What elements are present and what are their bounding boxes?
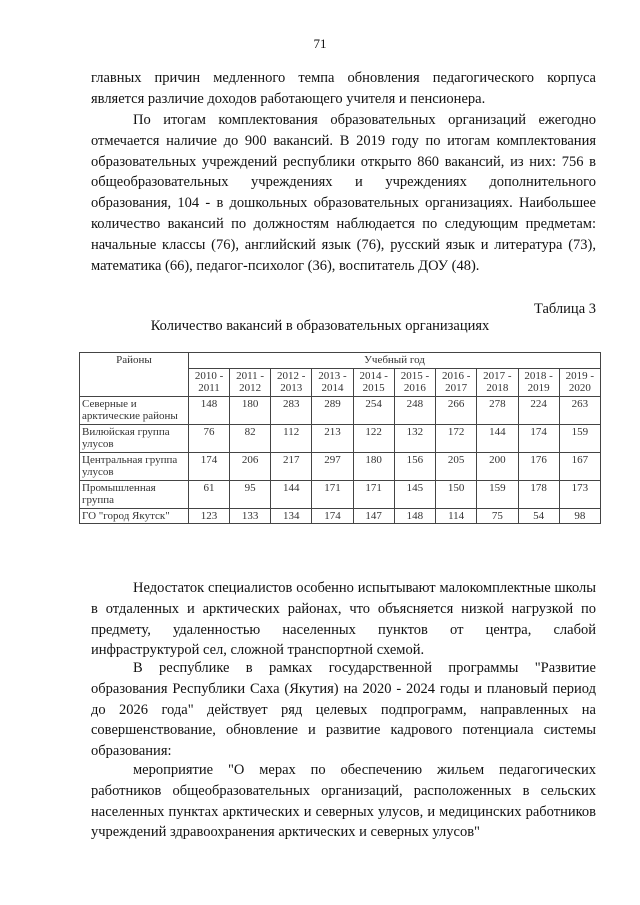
value-cell: 174 (312, 508, 353, 524)
value-cell: 167 (559, 452, 600, 480)
value-cell: 159 (477, 480, 518, 508)
value-cell: 144 (477, 424, 518, 452)
year-header: 2011 - 2012 (230, 368, 271, 396)
value-cell: 172 (436, 424, 477, 452)
value-cell: 297 (312, 452, 353, 480)
paragraph-5: мероприятие "О мерах по обеспечению жильем педагогических работников общеобразовательных организаций, расположенных в сельских населенных пунктах арктических и северных улусов, и медицинских работников учреждений здравоохранения арктических и северных улусов" (91, 762, 596, 841)
value-cell: 76 (189, 424, 230, 452)
value-cell: 134 (271, 508, 312, 524)
year-header: 2014 - 2015 (353, 368, 394, 396)
header-region: Районы (80, 353, 189, 397)
value-cell: 254 (353, 396, 394, 424)
value-cell: 217 (271, 452, 312, 480)
value-cell: 148 (189, 396, 230, 424)
region-cell: Промышленная группа (80, 480, 189, 508)
value-cell: 266 (436, 396, 477, 424)
paragraph-4: В республике в рамках государственной программы "Развитие образования Республики Саха (Якутия) на 2020 - 2024 годы и плановый период до 2026 года" действует ряд целевых подпрограмм, направленных на совершенствование, обновление и развитие кадрового потенциала системы образования: (91, 660, 596, 760)
value-cell: 75 (477, 508, 518, 524)
value-cell: 171 (353, 480, 394, 508)
table-label: Таблица 3 (533, 301, 596, 317)
value-cell: 95 (230, 480, 271, 508)
table-row (80, 480, 601, 508)
paragraph-2: По итогам комплектования образовательных организаций ежегодно отмечается наличие до 900 вакансий. В 2019 году по итогам комплектования образовательных учреждений республики открыто 860 вакансий, из них: 756 в общеобразовательных учреждениях и учреждениях дополнительного образования, 104 - в дошкольных образовательных организациях. Наибольшее количество вакансий по должностям наблюдается по следующим предметам: начальные классы (76), английский язык (76), русский язык и литература (73), математика (66), педагог-психолог (36), воспитатель ДОУ (48). (91, 112, 596, 274)
table-row (80, 424, 601, 452)
page-number: 71 (313, 36, 327, 51)
year-header: 2016 - 2017 (436, 368, 477, 396)
paragraph-3: Недостаток специалистов особенно испытывают малокомплектные школы в отдаленных и арктических районах, что объясняется низкой нагрузкой по предмету, удаленностью населенных пунктов от центра, слабой инфраструктурой сел, сложной транспортной схемой. (91, 580, 596, 659)
value-cell: 248 (394, 396, 435, 424)
value-cell: 176 (518, 452, 559, 480)
value-cell: 132 (394, 424, 435, 452)
region-cell: Северные и арктические районы (80, 396, 189, 424)
region-cell: Вилюйская группа улусов (80, 424, 189, 452)
value-cell: 180 (230, 396, 271, 424)
value-cell: 278 (477, 396, 518, 424)
value-cell: 283 (271, 396, 312, 424)
value-cell: 114 (436, 508, 477, 524)
year-header: 2017 - 2018 (477, 368, 518, 396)
value-cell: 213 (312, 424, 353, 452)
table-row (80, 508, 601, 524)
year-header: 2018 - 2019 (518, 368, 559, 396)
value-cell: 289 (312, 396, 353, 424)
value-cell: 147 (353, 508, 394, 524)
value-cell: 133 (230, 508, 271, 524)
value-cell: 98 (559, 508, 600, 524)
value-cell: 144 (271, 480, 312, 508)
year-header: 2013 - 2014 (312, 368, 353, 396)
value-cell: 200 (477, 452, 518, 480)
value-cell: 159 (559, 424, 600, 452)
table-header-row (80, 353, 601, 369)
value-cell: 148 (394, 508, 435, 524)
value-cell: 178 (518, 480, 559, 508)
region-cell: Центральная группа улусов (80, 452, 189, 480)
header-year-group: Учебный год (189, 353, 601, 369)
year-header: 2015 - 2016 (394, 368, 435, 396)
value-cell: 54 (518, 508, 559, 524)
region-cell: ГО "город Якутск" (80, 508, 189, 524)
value-cell: 174 (518, 424, 559, 452)
table-row (80, 396, 601, 424)
value-cell: 174 (189, 452, 230, 480)
value-cell: 206 (230, 452, 271, 480)
year-header: 2012 - 2013 (271, 368, 312, 396)
value-cell: 173 (559, 480, 600, 508)
value-cell: 224 (518, 396, 559, 424)
value-cell: 180 (353, 452, 394, 480)
value-cell: 123 (189, 508, 230, 524)
year-header: 2010 - 2011 (189, 368, 230, 396)
table-row (80, 452, 601, 480)
value-cell: 61 (189, 480, 230, 508)
value-cell: 263 (559, 396, 600, 424)
year-header: 2019 - 2020 (559, 368, 600, 396)
vacancies-table (79, 352, 601, 524)
value-cell: 205 (436, 452, 477, 480)
value-cell: 156 (394, 452, 435, 480)
value-cell: 145 (394, 480, 435, 508)
value-cell: 171 (312, 480, 353, 508)
value-cell: 150 (436, 480, 477, 508)
value-cell: 122 (353, 424, 394, 452)
table-caption: Количество вакансий в образовательных организациях (150, 318, 490, 334)
paragraph-1: главных причин медленного темпа обновления педагогического корпуса является различие доходов работающего учителя и пенсионера. (91, 70, 596, 107)
value-cell: 112 (271, 424, 312, 452)
value-cell: 82 (230, 424, 271, 452)
